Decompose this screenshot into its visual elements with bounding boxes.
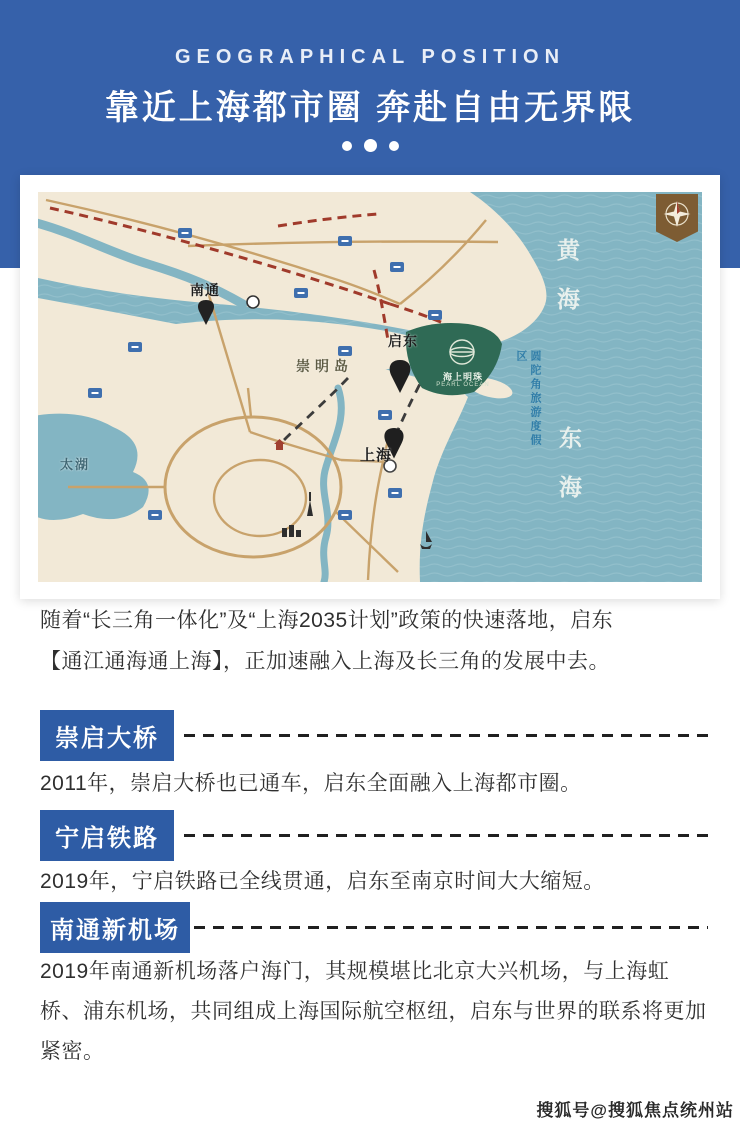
map-label-yellow-sea: 黄海 — [553, 238, 580, 336]
region-map — [38, 192, 702, 582]
map-label-east-sea: 东海 — [555, 426, 582, 524]
section-badge-chongqi-bridge: 崇启大桥 — [40, 710, 174, 761]
map-label-qidong: 启东 — [388, 333, 418, 349]
dot-icon — [342, 141, 352, 151]
dashed-divider — [194, 926, 708, 929]
dashed-divider — [184, 834, 708, 837]
nantong-station-icon — [247, 296, 259, 308]
section-text-chongqi-bridge: 2011年，崇启大桥也已通车，启东全面融入上海都市圈。 — [40, 772, 582, 795]
section-badge-nantong-airport: 南通新机场 — [40, 902, 190, 953]
map-card — [20, 175, 720, 599]
project-badge-label: 海上明珠 — [442, 372, 483, 382]
intro-paragraph — [40, 600, 705, 682]
dot-icon — [364, 139, 377, 152]
intro-line-1: 随着“长三角一体化”及“上海2035计划”政策的快速落地，启东 — [40, 609, 614, 632]
section-text-nantong-airport: 2019年南通新机场落户海门，其规模堪比北京大兴机场，与上海虹桥、浦东机场，共同组成上海国际航空枢纽，启东与世界的联系将更加紧密。 — [40, 960, 707, 1063]
header-eyebrow: GEOGRAPHICAL POSITION — [174, 46, 566, 68]
map-graphic — [38, 192, 702, 582]
section-badge-ningqi-railway: 宁启铁路 — [40, 810, 174, 861]
watermark: 搜狐号@搜狐焦点统州站 — [536, 1101, 734, 1120]
map-label-taihu: 太湖 — [60, 457, 91, 472]
section-chongqi-bridge — [40, 710, 708, 761]
section-nantong-airport — [40, 902, 708, 953]
dashed-divider — [184, 734, 708, 737]
dot-icon — [389, 141, 399, 151]
map-label-chongming: 崇明岛 — [296, 358, 353, 374]
intro-line-2: 【通江通海通上海】，正加速融入上海及长三角的发展中去。 — [40, 650, 610, 673]
map-label-nantong: 南通 — [190, 282, 220, 298]
map-label-shanghai: 上海 — [360, 447, 393, 464]
page-title: 靠近上海都市圈 奔赴自由无界限 — [104, 89, 636, 127]
map-label-resort: 圆陀角旅游度假区 — [515, 350, 541, 448]
project-badge-en: PEARL OCEAN — [436, 382, 490, 388]
title-dots — [0, 138, 740, 154]
section-ningqi-railway — [40, 810, 708, 861]
section-text-ningqi-railway: 2019年，宁启铁路已全线贯通，启东至南京时间大大缩短。 — [40, 870, 605, 893]
